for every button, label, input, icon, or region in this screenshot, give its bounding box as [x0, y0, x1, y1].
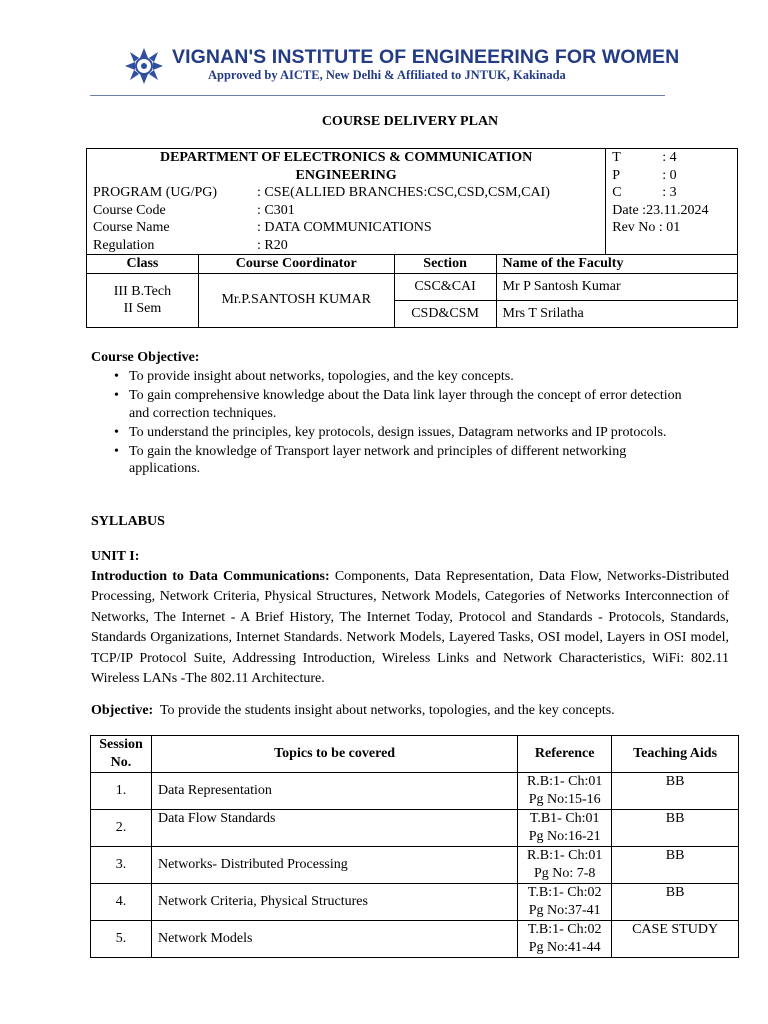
table-row: 5. Network Models T.B:1- Ch:02 Pg No:41-44 CASE STUDY: [91, 921, 739, 958]
course-objective-title: Course Objective:: [91, 350, 200, 365]
aids-header: Teaching Aids: [612, 736, 739, 773]
list-item: • To understand the principles, key protocols, design issues, Datagram networks and IP protocols.: [108, 424, 688, 442]
course-info-table: [86, 148, 738, 328]
objective-text: To provide the students insight about networks, topologies, and the key concepts.: [153, 703, 615, 718]
list-item: • To gain comprehensive knowledge about the Data link layer through the concept of error detection and correction techniques.: [108, 387, 688, 422]
list-item: • To provide insight about networks, topologies, and the key concepts.: [108, 368, 688, 386]
department-title: DEPARTMENT OF ELECTRONICS & COMMUNICATION ENGINEERING: [159, 150, 533, 183]
coordinator-cell: Mr.P.SANTOSH KUMAR: [198, 273, 394, 327]
table-row: 4. Network Criteria, Physical Structures T.B:1- Ch:02 Pg No:37-41 BB: [91, 884, 739, 921]
course-objective-list: [108, 368, 688, 479]
header-divider: [90, 95, 665, 96]
field-row: Regulation : R20: [93, 237, 288, 253]
unit-description: [91, 567, 729, 689]
unit-lead: Introduction to Data Communications:: [91, 569, 330, 584]
coordinator-header: Course Coordinator: [198, 255, 394, 274]
credit-row: T : 4: [612, 150, 677, 165]
institute-header: [120, 44, 680, 88]
date-text: Date :23.11.2024: [612, 202, 709, 218]
unit-heading: UNIT I:: [91, 549, 140, 564]
section-cell: CSD&CSM: [394, 300, 496, 327]
faculty-cell: Mr P Santosh Kumar: [496, 273, 737, 300]
unit-body: Components, Data Representation, Data Flow, Networks-Distributed Processing, Network Criteria, Physical Structures, Network Models, Categories of Networks Interconnection of Networks, The Internet - A Brief History, The Internet Today, Protocol and Standards - Protocols, Standards, Standards Organizations, Internet Standards. Network Models, Layered Tasks, OSI model, Layers in OSI model, TCP/IP Protocol Suite, Addressing Introduction, Wireless Links and Network Characteristics, WiFi: 802.11 Wireless LANs -The 802.11 Architecture.: [91, 569, 729, 687]
revision-text: Rev No : 01: [612, 220, 681, 235]
syllabus-heading: SYLLABUS: [91, 514, 165, 529]
institute-name: VIGNAN'S INSTITUTE OF ENGINEERING FOR WOMEN: [172, 46, 680, 68]
document-title: COURSE DELIVERY PLAN: [321, 114, 499, 129]
field-row: PROGRAM (UG/PG) : CSE(ALLIED BRANCHES:CSC,CSD,CSM,CAI): [93, 185, 550, 200]
session-header: Session No.: [91, 736, 152, 773]
faculty-cell: Mrs T Srilatha: [496, 300, 737, 327]
class-header: Class: [87, 255, 199, 274]
reference-header: Reference: [518, 736, 612, 773]
section-header: Section: [394, 255, 496, 274]
program-cell: [87, 149, 606, 255]
faculty-header: Name of the Faculty: [496, 255, 737, 274]
topics-header: Topics to be covered: [151, 736, 517, 773]
unit-objective: [91, 703, 615, 719]
field-row: Course Code : C301: [93, 202, 295, 218]
credits-cell: [606, 149, 738, 255]
table-row: 2. Data Flow Standards T.B1- Ch:01 Pg No:16-21 BB: [91, 810, 739, 847]
institute-logo-icon: [122, 46, 166, 86]
credit-row: C : 3: [612, 185, 677, 200]
objective-label: Objective:: [91, 703, 154, 718]
table-row: 1. Data Representation R.B:1- Ch:01 Pg No:15-16 BB: [91, 773, 739, 810]
institute-approval: Approved by AICTE, New Delhi & Affiliated to JNTUK, Kakinada: [208, 68, 566, 82]
section-cell: CSC&CAI: [394, 273, 496, 300]
list-item: • To gain the knowledge of Transport layer network and principles of different networking applications.: [108, 443, 688, 478]
table-row: 3. Networks- Distributed Processing R.B:1- Ch:01 Pg No: 7-8 BB: [91, 847, 739, 884]
sessions-table: [90, 735, 739, 958]
credit-row: P : 0: [612, 167, 677, 183]
class-cell: III B.Tech II Sem: [87, 273, 199, 327]
field-row: Course Name : DATA COMMUNICATIONS: [93, 220, 432, 235]
